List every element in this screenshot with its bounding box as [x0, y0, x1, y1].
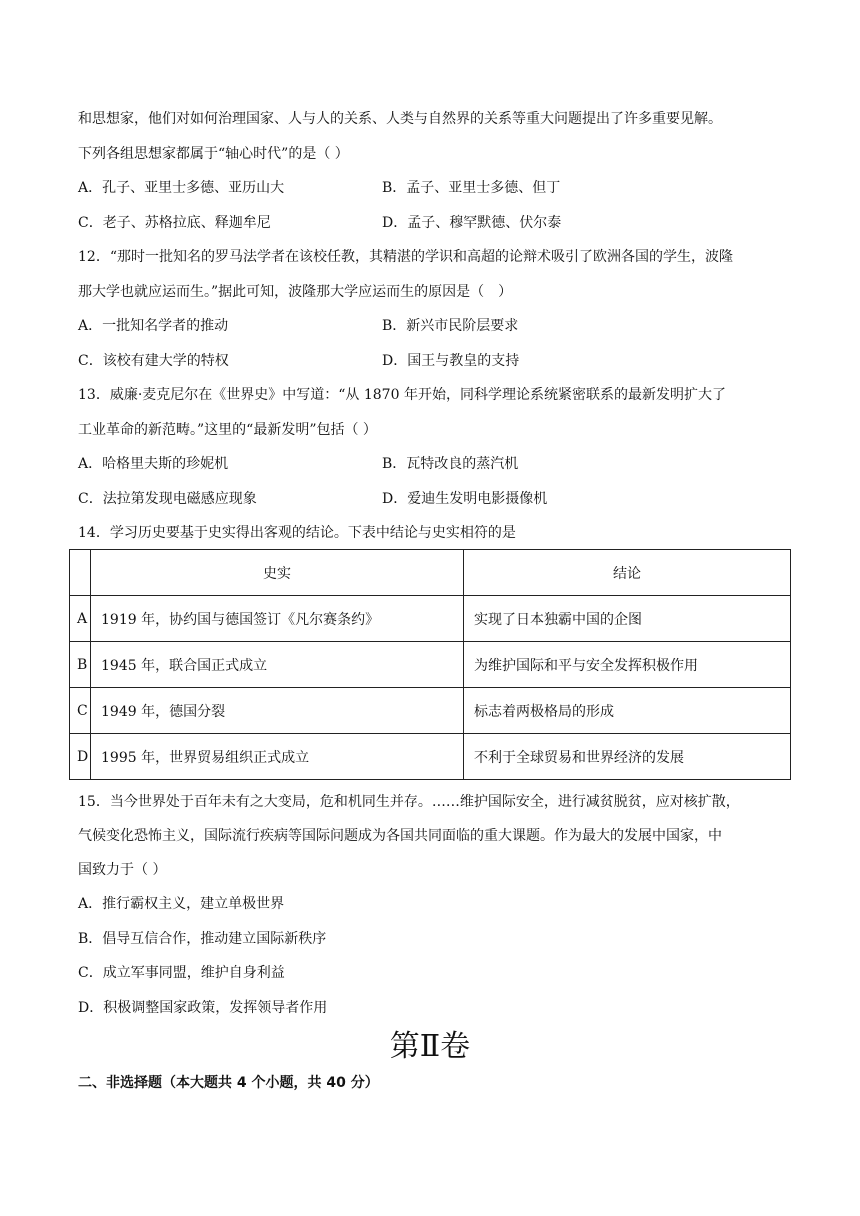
q12-option-d: D．国王与教皇的支持 — [382, 353, 520, 369]
table-row — [70, 596, 791, 642]
q15-option-d: D．积极调整国家政策，发挥领导者作用 — [78, 1000, 328, 1016]
row-fact: 1945 年，联合国正式成立 — [91, 642, 464, 688]
row-conclusion: 实现了日本独霸中国的企图 — [464, 596, 791, 642]
part2-heading: 二、非选择题（本大题共 4 个小题，共 40 分） — [78, 1075, 379, 1091]
section-title: 第Ⅱ卷 — [389, 1029, 471, 1064]
q14-stem: 14．学习历史要基于史实得出客观的结论。下表中结论与史实相符的是 — [78, 525, 516, 541]
table-header-label — [70, 550, 91, 596]
q15-option-b: B．倡导互信合作，推动建立国际新秩序 — [78, 931, 327, 947]
table-header-fact: 史实 — [91, 550, 464, 596]
row-conclusion: 不利于全球贸易和世界经济的发展 — [464, 734, 791, 780]
q14-table — [69, 549, 791, 780]
q13-option-d: D．爱迪生发明电影摄像机 — [382, 491, 548, 507]
q11-stem-line1: 和思想家，他们对如何治理国家、人与人的关系、人类与自然界的关系等重大问题提出了许多重要见解。 — [78, 111, 722, 127]
table-row — [70, 734, 791, 780]
table-header-conclusion: 结论 — [464, 550, 791, 596]
q12-option-a: A．一批知名学者的推动 — [78, 318, 229, 334]
table-row — [70, 642, 791, 688]
q13-option-c: C．法拉第发现电磁感应现象 — [78, 491, 257, 507]
q11-option-a: A．孔子、亚里士多德、亚历山大 — [78, 180, 285, 196]
q15-option-c: C．成立军事同盟，维护自身利益 — [78, 965, 285, 981]
q15-stem-line3: 国致力于（ ） — [78, 862, 167, 878]
table-row — [70, 688, 791, 734]
q12-stem-line1: 12．“那时一批知名的罗马法学者在该校任教，其精湛的学识和高超的论辩术吸引了欧洲各国的学生，波隆 — [78, 249, 733, 265]
q15-option-a: A．推行霸权主义，建立单极世界 — [78, 896, 285, 912]
q11-option-c: C．老子、苏格拉底、释迦牟尼 — [78, 215, 271, 231]
row-conclusion: 标志着两极格局的形成 — [464, 688, 791, 734]
row-label: B — [70, 642, 91, 688]
row-fact: 1949 年，德国分裂 — [91, 688, 464, 734]
q11-stem-line2: 下列各组思想家都属于“轴心时代”的是（ ） — [78, 146, 349, 162]
q13-option-a: A．哈格里夫斯的珍妮机 — [78, 456, 229, 472]
row-fact: 1919 年，协约国与德国签订《凡尔赛条约》 — [91, 596, 464, 642]
row-fact: 1995 年，世界贸易组织正式成立 — [91, 734, 464, 780]
q13-stem-line1: 13．威廉·麦克尼尔在《世界史》中写道：“从 1870 年开始，同科学理论系统紧密联系的最新发明扩大了 — [78, 387, 726, 403]
q12-stem-line2: 那大学也就应运而生。”据此可知，波隆那大学应运而生的原因是（ ） — [78, 284, 513, 300]
q12-option-b: B．新兴市民阶层要求 — [382, 318, 519, 334]
table-header-row — [70, 550, 791, 596]
q13-option-b: B．瓦特改良的蒸汽机 — [382, 456, 519, 472]
q11-option-d: D．孟子、穆罕默德、伏尔泰 — [382, 215, 562, 231]
q13-stem-line2: 工业革命的新范畴。”这里的“最新发明”包括（ ） — [78, 422, 377, 438]
row-conclusion: 为维护国际和平与安全发挥积极作用 — [464, 642, 791, 688]
q12-option-c: C．该校有建大学的特权 — [78, 353, 229, 369]
q15-stem-line2: 气候变化恐怖主义，国际流行疾病等国际问题成为各国共同面临的重大课题。作为最大的发展中国家，中 — [78, 828, 722, 844]
row-label: D — [70, 734, 91, 780]
q15-stem-line1: 15．当今世界处于百年未有之大变局，危和机同生并存。……维护国际安全，进行减贫脱贫，应对核扩散， — [78, 794, 740, 810]
q11-option-b: B．孟子、亚里士多德、但丁 — [382, 180, 561, 196]
row-label: A — [70, 596, 91, 642]
row-label: C — [70, 688, 91, 734]
